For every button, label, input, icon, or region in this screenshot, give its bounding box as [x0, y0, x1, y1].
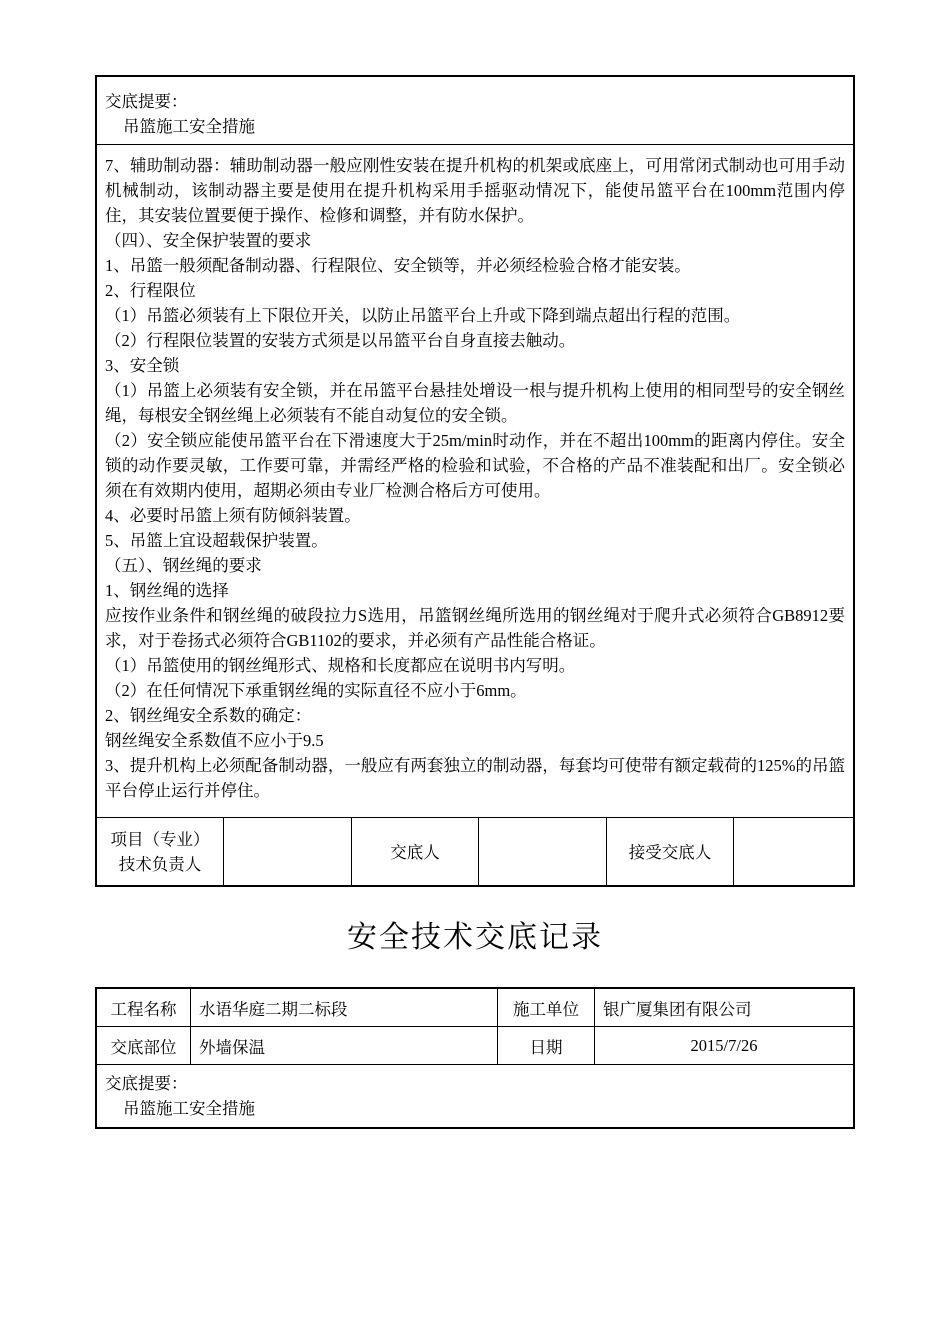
construction-unit-label: 施工单位 — [497, 989, 594, 1026]
summary-section-2 — [97, 1065, 853, 1121]
part-row — [97, 1027, 853, 1065]
construction-unit-value: 银广厦集团有限公司 — [594, 989, 853, 1026]
content-paragraph: 4、必要时吊篮上须有防倾斜装置。 — [105, 506, 361, 525]
content-paragraph: 3、安全锁 — [105, 356, 180, 375]
disclosure-record-table — [95, 987, 855, 1129]
content-paragraph: 5、吊篮上宜设超载保护装置。 — [105, 531, 328, 550]
content-paragraph: 2、钢丝绳安全系数的确定： — [105, 706, 312, 725]
content-paragraph: 2、行程限位 — [105, 281, 196, 300]
receiver-label: 接受交底人 — [606, 818, 733, 886]
disclosure-table-continued — [95, 75, 855, 887]
summary-value: 吊篮施工安全措施 — [123, 117, 255, 136]
content-paragraph: 7、辅助制动器：辅助制动器一般应刚性安装在提升机构的机架或底座上，可用常闭式制动也可用手动机械制动，该制动器主要是使用在提升机构采用手摇驱动情况下，能使吊篮平台在100mm范围内停住，其安装位置要便于操作、检修和调整，并有防水保护。 — [105, 156, 845, 225]
part-label: 交底部位 — [110, 1037, 177, 1057]
project-name-label: 工程名称 — [110, 999, 177, 1019]
project-name-value: 水语华庭二期二标段 — [190, 989, 497, 1026]
part-value: 外墙保温 — [190, 1027, 497, 1064]
content-section — [97, 145, 853, 817]
content-paragraph: （五）、钢丝绳的要求 — [105, 556, 262, 575]
project-row — [97, 989, 853, 1027]
discloser-label: 交底人 — [351, 818, 478, 886]
content-paragraph: 1、吊篮一般须配备制动器、行程限位、安全锁等，并必须经检验合格才能安装。 — [105, 256, 691, 275]
content-paragraph: 3、提升机构上必须配备制动器，一般应有两套独立的制动器，每套均可使带有额定载荷的125%的吊篮平台停止运行并停住。 — [105, 756, 845, 800]
receiver-signature-cell — [733, 818, 853, 886]
content-paragraph: （2）在任何情况下承重钢丝绳的实际直径不应小于6mm。 — [105, 681, 527, 700]
content-paragraph: 应按作业条件和钢丝绳的破段拉力S选用，吊篮钢丝绳所选用的钢丝绳对于爬升式必须符合GB8912要求，对于卷扬式必须符合GB1102的要求，并必须有产品性能合格证。 — [105, 606, 845, 650]
summary-value: 吊篮施工安全措施 — [123, 1099, 255, 1118]
summary-label: 交底提要： — [105, 1074, 188, 1093]
tech-lead-label: 项目（专业）技术负责人 — [110, 830, 210, 874]
discloser-signature-cell — [478, 818, 606, 886]
content-paragraph: （2）安全锁应能使吊篮平台在下滑速度大于25m/min时动作，并在不超出100mm的距离内停住。安全锁的动作要灵敏，工作要可靠，并需经严格的检验和试验，不合格的产品不准装配和出厂。安全锁必须在有效期内使用，超期必须由专业厂检测合格后方可使用。 — [105, 431, 845, 500]
content-paragraph: （1）吊篮上必须装有安全锁，并在吊篮平台悬挂处增设一根与提升机构上使用的相同型号的安全钢丝绳，每根安全钢丝绳上必须装有不能自动复位的安全锁。 — [105, 381, 845, 425]
date-label: 日期 — [497, 1027, 594, 1064]
tech-lead-signature-cell — [223, 818, 351, 886]
content-paragraph: 1、钢丝绳的选择 — [105, 581, 229, 600]
page-title: 安全技术交底记录 — [347, 921, 603, 954]
content-paragraph: （四）、安全保护装置的要求 — [105, 231, 312, 250]
date-value: 2015/7/26 — [594, 1027, 853, 1064]
content-paragraph: 钢丝绳安全系数值不应小于9.5 — [105, 731, 324, 750]
content-paragraph: （1）吊篮必须装有上下限位开关，以防止吊篮平台上升或下降到端点超出行程的范围。 — [105, 306, 741, 325]
summary-label: 交底提要： — [105, 92, 188, 111]
signature-row — [97, 817, 853, 886]
content-paragraph: （2）行程限位装置的安装方式须是以吊篮平台自身直接去触动。 — [105, 331, 576, 350]
content-paragraph: （1）吊篮使用的钢丝绳形式、规格和长度都应在说明书内写明。 — [105, 656, 576, 675]
summary-section — [97, 77, 853, 145]
